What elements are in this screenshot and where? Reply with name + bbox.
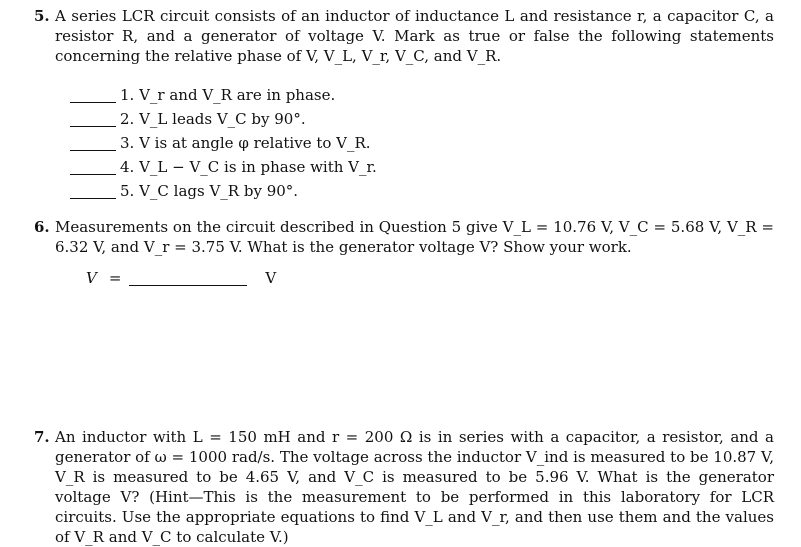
statement-text: 5. V_C lags V_R by 90°. (120, 182, 299, 200)
answer-label: V (86, 269, 97, 287)
question-6 (34, 217, 774, 257)
answer-equals: = (108, 269, 122, 287)
statement-row (70, 107, 470, 131)
statement-row (70, 179, 470, 203)
question-5-number: 5. (34, 7, 50, 25)
answer-blank[interactable] (70, 184, 116, 199)
question-7-text: An inductor with L = 150 mH and r = 200 Ω is in series with a capacitor, a resistor, and a generator of ω = 1000 rad/s. The voltage across the inductor V_ind is measured to be 10.87 V, V_R is measured to be 4.65 V, and V_C is measured to be 5.96 V. What is the generator voltage V? (Hint—This is the measurement to be performed in this laboratory for LCR circuits. Use the appropriate equations to find V_L and V_r, and then use them and the values of V_R and V_C to calculate V.) (55, 428, 774, 546)
voltage-answer-blank[interactable] (129, 271, 247, 286)
statement-text: 1. V_r and V_R are in phase. (120, 86, 336, 104)
statement-row (70, 155, 470, 179)
true-false-list (70, 83, 470, 203)
question-6-number: 6. (34, 218, 50, 236)
statement-row (70, 83, 470, 107)
question-5 (34, 6, 774, 66)
statement-row (70, 131, 470, 155)
answer-blank[interactable] (70, 88, 116, 103)
question-7-number: 7. (34, 428, 50, 446)
statement-text: 4. V_L − V_C is in phase with V_r. (120, 158, 377, 176)
q6-answer-line (86, 268, 276, 288)
statement-text: 3. V is at angle φ relative to V_R. (120, 134, 371, 152)
question-7 (34, 427, 774, 547)
answer-unit: V (265, 269, 277, 287)
question-6-text: Measurements on the circuit described in Question 5 give V_L = 10.76 V, V_C = 5.68 V, V_R = 6.32 V, and V_r = 3.75 V. What is the generator voltage V? Show your work. (55, 218, 774, 256)
answer-blank[interactable] (70, 112, 116, 127)
answer-blank[interactable] (70, 136, 116, 151)
question-5-text: A series LCR circuit consists of an inductor of inductance L and resistance r, a capacitor C, a resistor R, and a generator of voltage V. Mark as true or false the following statements concerning the relative phase of V, V_L, V_r, V_C, and V_R. (55, 7, 774, 65)
answer-blank[interactable] (70, 160, 116, 175)
statement-text: 2. V_L leads V_C by 90°. (120, 110, 306, 128)
